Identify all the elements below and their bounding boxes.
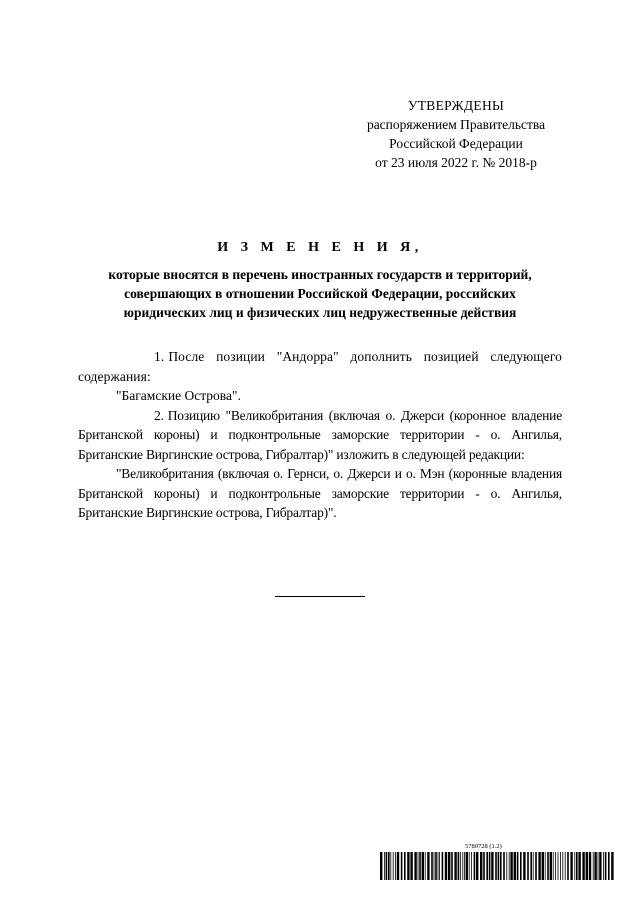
document-body	[78, 347, 562, 523]
separator-line	[275, 596, 365, 597]
approval-heading: УТВЕРЖДЕНЫ	[407, 98, 505, 113]
paragraph-1-number: 1.	[154, 349, 165, 364]
subtitle-line-3: юридических лиц и физических лиц недружественные действия	[123, 305, 517, 320]
paragraph-2-quote: "Великобритания (включая о. Гернси, о. Джерси и о. Мэн (коронные владения Британской короны) и подконтрольные заморские территории - о. Ангилья, Британские Виргинские острова, Гибралтар)".	[78, 466, 562, 520]
approval-line-order: распоряжением Правительства	[366, 117, 546, 132]
approval-line-government: Российской Федерации	[389, 136, 523, 151]
document-subtitle	[60, 265, 580, 322]
subtitle-line-2: совершающих в отношении Российской Федерации, российских	[124, 286, 516, 301]
paragraph-2	[78, 406, 562, 465]
subtitle-line-1: которые вносятся в перечень иностранных государств и территорий,	[108, 267, 532, 282]
approval-line-date-number: от 23 июля 2022 г. № 2018-р	[375, 155, 537, 170]
approval-stamp	[340, 96, 572, 172]
paragraph-2-number: 2.	[154, 407, 164, 423]
paragraph-1	[78, 347, 562, 386]
barcode-image	[380, 852, 616, 880]
paragraph-2-text: Позицию "Великобритания (включая о. Джерси (коронное владение Британской короны) и подконтрольные заморские территории - о. Ангилья, Британские Виргинские острова, Гибралтар)" изложить в следующей редакции:	[78, 407, 562, 462]
paragraph-1-text: После позиции "Андорра" дополнить позицией следующего содержания:	[78, 349, 562, 384]
document-title: И З М Е Н Е Н И Я,	[217, 240, 423, 255]
paragraph-1-quote: "Багамские Острова".	[116, 388, 241, 403]
barcode-code: 5780728 (1.2)	[465, 843, 502, 850]
